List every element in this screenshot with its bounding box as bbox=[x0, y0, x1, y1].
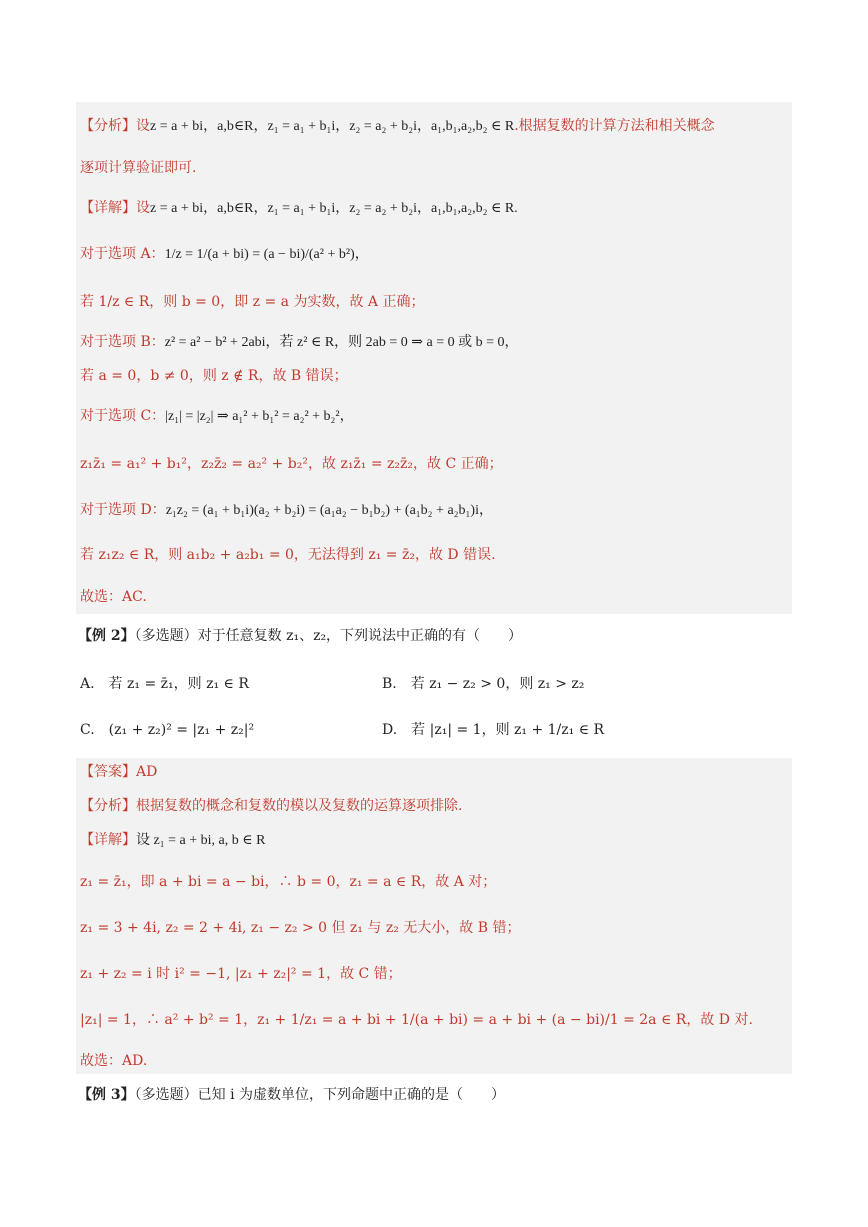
ex1-choose: 故选：AC. bbox=[80, 589, 147, 605]
ex1-optC-line2: z₁z̄₁ = a₁² + b₁²，z₂z̄₂ = a₂² + b₂²，故 z₁z̄₁ = z₂z̄₂，故 C 正确； bbox=[80, 456, 503, 472]
analysis-tag: 【分析】 bbox=[80, 118, 136, 134]
ex1-optD-line1: 对于选项 D：z₁z₂ = (a₁ + b₁i)(a₂ + b₂i) = (a₁a₂ − b₁b₂) + (a₁b₂ + a₂b₁)i， bbox=[80, 502, 493, 518]
ex1-optA-line1: 对于选项 A：1/z = 1/(a + bi) = (a − bi)/(a² + b²)， bbox=[80, 246, 369, 262]
ex2-detail-line1: 【详解】设 z₁ = a + bi, a, b ∈ R bbox=[80, 832, 266, 848]
ex1-detail-line1: 【详解】设z = a + bi，a,b∈R，z₁ = a₁ + b₁i，z₂ = a₂ + b₂i，a₁,b₁,a₂,b₂ ∈ R. bbox=[80, 200, 518, 216]
ex2-choose: 故选：AD. bbox=[80, 1053, 148, 1069]
ex1-optD-line2: 若 z₁z₂ ∈ R，则 a₁b₂ + a₂b₁ = 0，无法得到 z₁ = z̄₂，故 D 错误. bbox=[80, 547, 496, 563]
ex2-detail-line5: |z₁| = 1，∴ a² + b² = 1，z₁ + 1/z₁ = a + bi + 1/(a + bi) = a + bi + (a − bi)/1 = 2a ∈ R，故 D 对. bbox=[80, 1012, 753, 1028]
ex3-question: 【例 3】（多选题）已知 i 为虚数单位，下列命题中正确的是（ ） bbox=[78, 1087, 506, 1103]
ex2-analysis: 【分析】根据复数的概念和复数的模以及复数的运算逐项排除. bbox=[80, 798, 463, 814]
detail-tag: 【详解】 bbox=[80, 200, 136, 216]
ex1-analysis-line1: 【分析】设z = a + bi，a,b∈R，z₁ = a₁ + b₁i，z₂ = a₂ + b₂i，a₁,b₁,a₂,b₂ ∈ R.根据复数的计算方法和相关概念 bbox=[80, 118, 715, 134]
ex1-optA-line2: 若 1/z ∈ R，则 b = 0，即 z = a 为实数，故 A 正确； bbox=[80, 294, 425, 310]
ex1-optB-line1: 对于选项 B：z² = a² − b² + 2abi，若 z² ∈ R，则 2ab = 0 ⇒ a = 0 或 b = 0， bbox=[80, 334, 519, 350]
answer-tag: 【答案】 bbox=[80, 764, 136, 780]
ex2-question: 【例 2】（多选题）对于任意复数 z₁、z₂，下列说法中正确的有（ ） bbox=[78, 628, 523, 644]
ex1-optC-line1: 对于选项 C：|z₁| = |z₂| ⇒ a₁² + b₁² = a₂² + b₂²， bbox=[80, 408, 354, 424]
ex2-detail-line2: z₁ = z̄₁，即 a + bi = a − bi，∴ b = 0，z₁ = a ∈ R，故 A 对； bbox=[80, 874, 497, 890]
ex1-analysis-line2: 逐项计算验证即可. bbox=[80, 160, 197, 176]
ex2-option-d: D. 若 |z₁| = 1，则 z₁ + 1/z₁ ∈ R bbox=[382, 722, 605, 738]
ex2-label: 【例 2】 bbox=[78, 628, 135, 644]
ex2-answer: 【答案】AD bbox=[80, 764, 158, 780]
ex2-detail-line3: z₁ = 3 + 4i, z₂ = 2 + 4i, z₁ − z₂ > 0 但 z₁ 与 z₂ 无大小，故 B 错； bbox=[80, 920, 521, 936]
ex2-option-b: B. 若 z₁ − z₂ > 0，则 z₁ > z₂ bbox=[382, 676, 585, 692]
ex2-option-c: C. (z₁ + z₂)² = |z₁ + z₂|² bbox=[80, 722, 255, 738]
ex3-label: 【例 3】 bbox=[78, 1087, 135, 1103]
ex1-optB-line2: 若 a = 0，b ≠ 0，则 z ∉ R，故 B 错误； bbox=[80, 368, 348, 384]
ex2-option-a: A. 若 z₁ = z̄₁，则 z₁ ∈ R bbox=[80, 676, 249, 692]
ex2-detail-line4: z₁ + z₂ = i 时 i² = −1, |z₁ + z₂|² = 1，故 C 错； bbox=[80, 966, 402, 982]
